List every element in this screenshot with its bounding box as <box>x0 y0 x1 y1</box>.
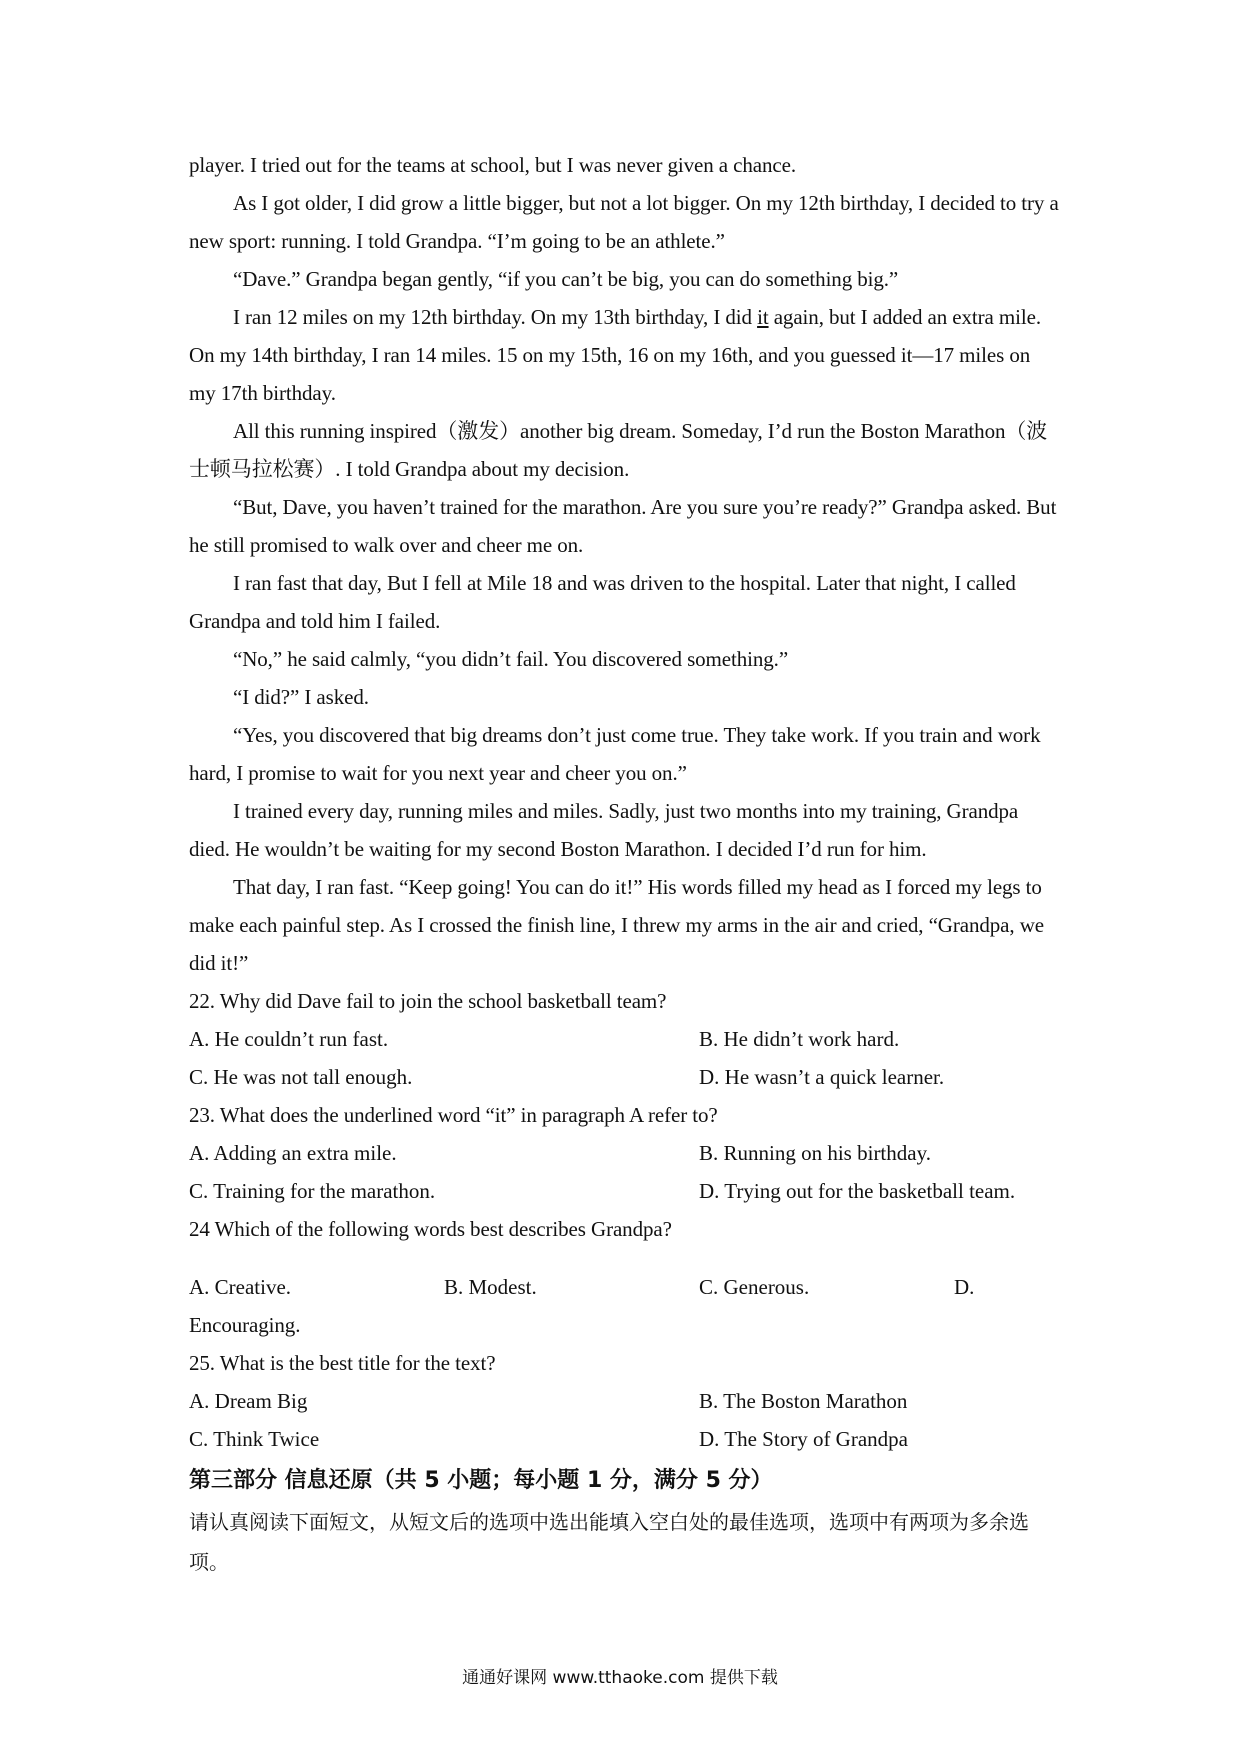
option-a: A. Adding an extra mile. <box>189 1141 397 1165</box>
paragraph: I trained every day, running miles and miles. Sadly, just two months into my training, Grandpa died. He wouldn’t be waiting for my second Boston Marathon. I decided I’d run for him. <box>189 799 1019 861</box>
paragraph: All this running inspired（激发）another big dream. Someday, I’d run the Boston Marathon（波士顿马拉松赛）. I told Grandpa about my decision. <box>189 419 1048 481</box>
section-title: 第三部分 信息还原（共 5 小题；每小题 1 分，满分 5 分） <box>189 1468 773 1493</box>
document-body <box>189 146 1059 1582</box>
section-instructions: 请认真阅读下面短文，从短文后的选项中选出能填入空白处的最佳选项，选项中有两项为多余选项。 <box>189 1510 1029 1574</box>
question-stem: 24 Which of the following words best describes Grandpa? <box>189 1217 672 1241</box>
option-b: B. The Boston Marathon <box>699 1389 908 1413</box>
paragraph: “I did?” I asked. <box>233 685 369 709</box>
option-d: D. He wasn’t a quick learner. <box>699 1065 945 1089</box>
option-c: C. Training for the marathon. <box>189 1179 436 1203</box>
paragraph: player. I tried out for the teams at school, but I was never given a chance. <box>189 153 797 177</box>
underlined-word: it <box>757 305 769 329</box>
option-a: A. Creative. <box>189 1275 292 1299</box>
option-b: B. Modest. <box>444 1275 537 1299</box>
option-c: C. He was not tall enough. <box>189 1065 413 1089</box>
option-b: B. Running on his birthday. <box>699 1141 931 1165</box>
option-row <box>189 1268 1059 1306</box>
option-c: C. Think Twice <box>189 1427 320 1451</box>
paragraph: “Dave.” Grandpa began gently, “if you can’t be big, you can do something big.” <box>233 267 899 291</box>
option-d: D. The Story of Grandpa <box>699 1427 908 1451</box>
paragraph: “Yes, you discovered that big dreams don’t just come true. They take work. If you train and work hard, I promise to wait for you next year and cheer you on.” <box>189 723 1041 785</box>
text-span: again, but I added an extra mile. On my 14th birthday, I ran 14 miles. 15 on my 15th, 16 on my 16th, and you guessed it—17 miles on my 17th birthday. <box>189 305 1041 405</box>
paragraph: That day, I ran fast. “Keep going! You can do it!” His words filled my head as I forced my legs to make each painful step. As I crossed the finish line, I threw my arms in the air and cried, “Grandpa, we did it!” <box>189 875 1044 975</box>
option-d: D. <box>954 1275 975 1299</box>
question-stem: 22. Why did Dave fail to join the school basketball team? <box>189 989 667 1013</box>
option-row <box>189 1134 1059 1172</box>
question-stem: 25. What is the best title for the text? <box>189 1351 496 1375</box>
question-stem: 23. What does the underlined word “it” in paragraph A refer to? <box>189 1103 718 1127</box>
option-d: D. Trying out for the basketball team. <box>699 1179 1016 1203</box>
option-a: A. He couldn’t run fast. <box>189 1027 389 1051</box>
option-row <box>189 1058 1059 1096</box>
page-footer: 通通好课网 www.tthaoke.com 提供下载 <box>462 1668 778 1688</box>
option-row <box>189 1020 1059 1058</box>
paragraph: “But, Dave, you haven’t trained for the marathon. Are you sure you’re ready?” Grandpa asked. But he still promised to walk over and cheer me on. <box>189 495 1057 557</box>
paragraph <box>189 298 1059 412</box>
option-d-continued: Encouraging. <box>189 1313 301 1337</box>
option-c: C. Generous. <box>699 1275 810 1299</box>
text-span: I ran 12 miles on my 12th birthday. On my 13th birthday, I did <box>233 305 758 329</box>
option-row <box>189 1172 1059 1210</box>
paragraph: As I got older, I did grow a little bigger, but not a lot bigger. On my 12th birthday, I decided to try a new sport: running. I told Grandpa. “I’m going to be an athlete.” <box>189 191 1059 253</box>
option-b: B. He didn’t work hard. <box>699 1027 900 1051</box>
paragraph: “No,” he said calmly, “you didn’t fail. You discovered something.” <box>233 647 789 671</box>
option-row <box>189 1420 1059 1458</box>
paragraph: I ran fast that day, But I fell at Mile 18 and was driven to the hospital. Later that night, I called Grandpa and told him I failed. <box>189 571 1016 633</box>
spacer <box>189 1248 1059 1268</box>
option-row <box>189 1382 1059 1420</box>
option-a: A. Dream Big <box>189 1389 308 1413</box>
